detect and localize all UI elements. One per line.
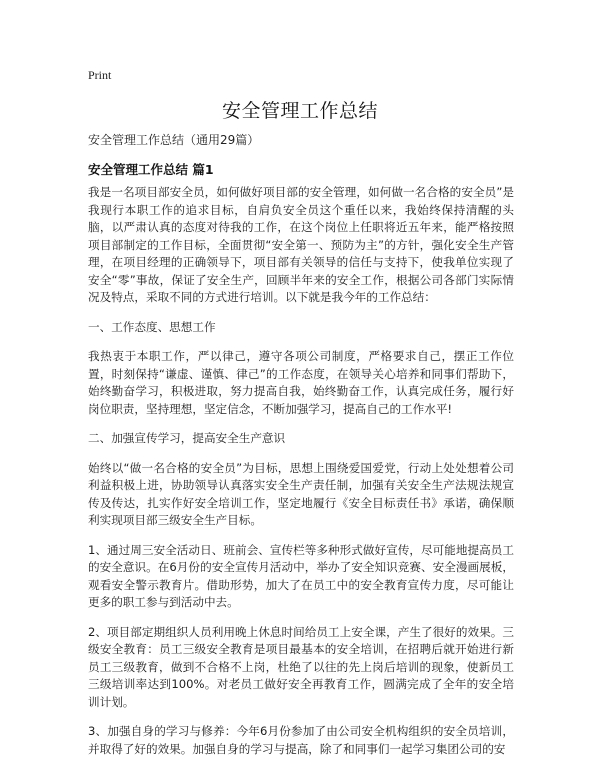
paragraph-item-1: 1、通过周三安全活动日、班前会、宣传栏等多种形式做好宣传，尽可能地提高员工的安全意识。在6月份的安全宣传月活动中，举办了安全知识竞赛、安全漫画展板，观看安全警示教育片。借助形势，加大了在员工中的安全教育宣传力度，尽可能让更多的职工参与到活动中去。 [88, 542, 514, 609]
subheading-work-attitude: 一、工作态度、思想工作 [88, 319, 216, 334]
document-body [88, 184, 514, 770]
paragraph-intro: 我是一名项目部安全员，如何做好项目部的安全管理，如何做一名合格的安全员”是我现行本职工作的追求目标，自肩负安全员这个重任以来，我始终保持清醒的头脑，以严肃认真的态度对待我的工作，在这个岗位上任职将近五年来，能严格按照项目部制定的工作目标，全面贯彻“安全第一、预防为主”的方针，强化安全生产管理，在项目经理的正确领导下，项目部有关领导的信任与支持下，使我单位实现了安全“零”事故，保证了安全生产，回顾半年来的安全工作，根据公司各部门实际情况及特点，采取不同的方式进行培训。以下就是我今年的工作总结： [88, 185, 514, 304]
subheading-safety-awareness: 二、加强宣传学习，提高安全生产意识 [88, 431, 286, 445]
paragraph-safety-goal: 始终以“做一名合格的安全员”为目标，思想上围绕爱国爱党，行动上处处想着公司利益积极上进，协助领导认真落实安全生产责任制，加强有关安全生产法规法规宣传及传达，扎实作好安全培训工作，坚定地履行《安全目标责任书》承诺，确保顺利实现项目部三级安全生产目标。 [88, 460, 514, 527]
paragraph-item-2: 2、项目部定期组织人员利用晚上休息时间给员工上安全课，产生了很好的效果。三级安全教育：员工三级安全教育是项目最基本的安全培训，在招聘后就开始进行新员工三级教育，做到不合格不上岗，杜绝了以往的先上岗后培训的现象，使新员工三级培训率达到100%。对老员工做好安全再教育工作，圆满完成了全年的安全培训计划。 [88, 624, 514, 709]
paragraph-item-3: 3、加强自身的学习与修养：今年6月份参加了由公司安全机构组织的安全员培训，并取得了好的效果。加强自身的学习与提高，除了和同事们一起学习集团公司的安 [88, 724, 514, 756]
document-subtitle: 安全管理工作总结（通用29篇） [88, 133, 260, 147]
page-title: 安全管理工作总结 [221, 100, 378, 122]
section-heading: 安全管理工作总结 篇1 [88, 162, 214, 177]
print-label: Print [88, 68, 112, 82]
paragraph-work-attitude: 我热衷于本职工作，严以律己，遵守各项公司制度，严格要求自己，摆正工作位置，时刻保持“谦虚、谨慎、律己”的工作态度，在领导关心培养和同事们帮助下，始终勤奋学习，积极进取，努力提高自我，始终勤奋工作，认真完成任务，履行好岗位职责，坚持理想，坚定信念，不断加强学习，提高自己的工作水平! [88, 349, 514, 416]
